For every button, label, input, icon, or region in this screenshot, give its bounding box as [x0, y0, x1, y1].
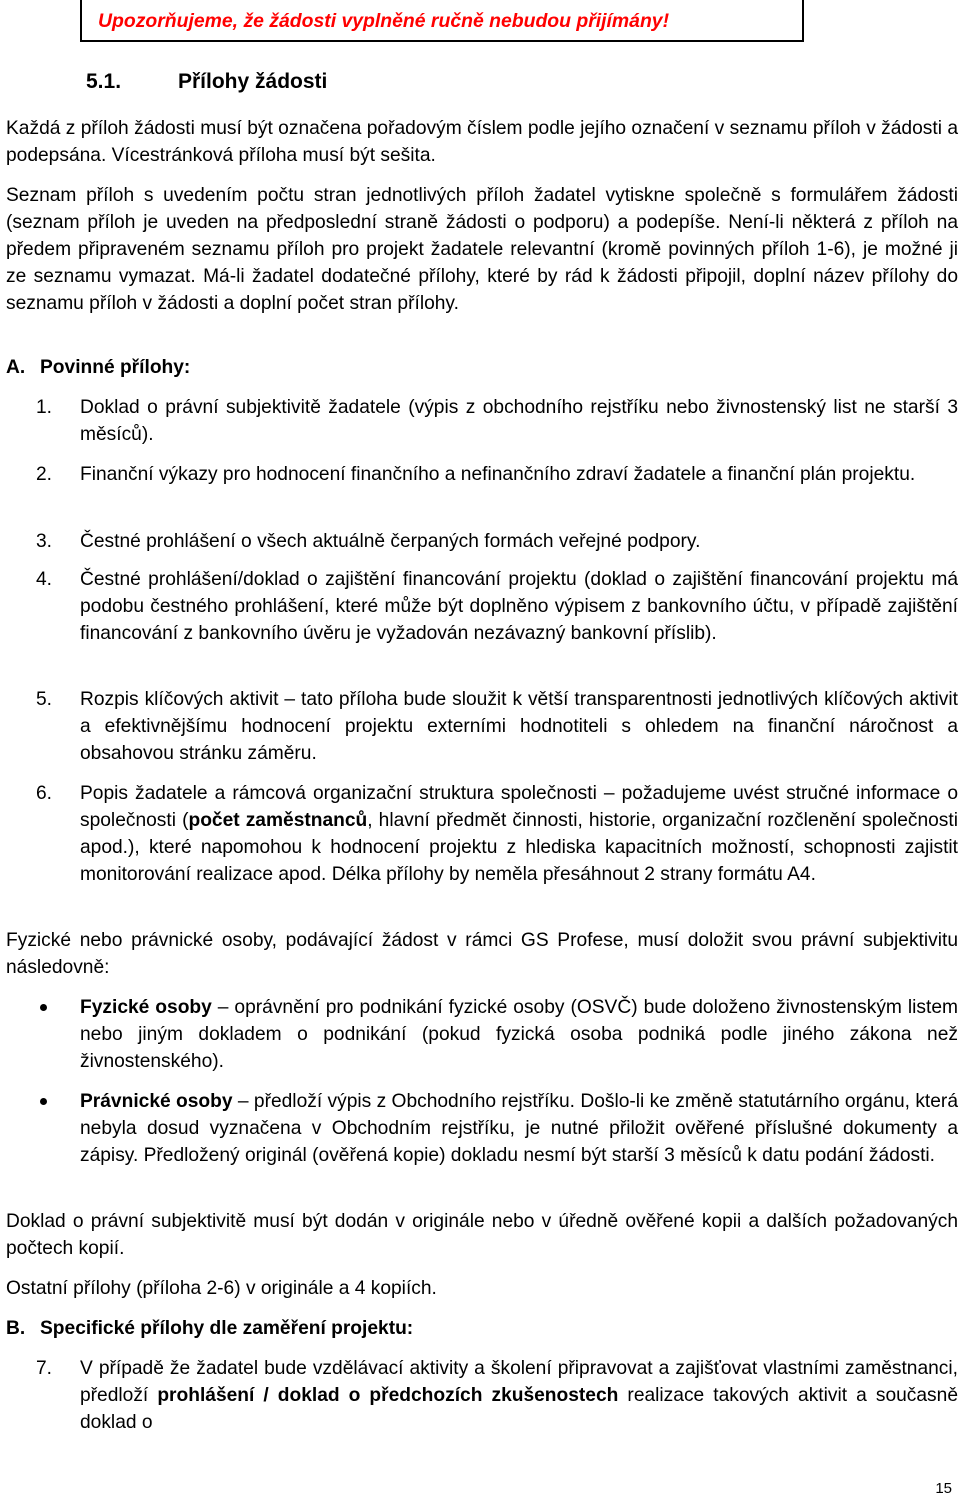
- item-number: 1.: [36, 397, 53, 418]
- item-number: 3.: [36, 531, 53, 552]
- bullet-icon: [40, 1098, 47, 1105]
- item-text: Rozpis klíčových aktivit – tato příloha bude sloužit k větší transparentnosti jednotlivých klíčových aktivit a efektivnějšímu hodnocení projektu externími hodnotiteli s ohledem na finanční náročnost a obsahovou stránku záměru.: [80, 689, 958, 764]
- employee-count-emphasis: počet zaměstnanců: [188, 810, 368, 831]
- bullet-natural-persons: [6, 994, 958, 1075]
- item-number: 2.: [36, 464, 53, 485]
- item-text: [80, 1355, 958, 1436]
- bullet-term: Fyzické osoby: [80, 997, 212, 1018]
- specific-title: Specifické přílohy dle zaměření projektu:: [40, 1318, 414, 1339]
- text-segment: realizace takových aktivit a současně doklad o: [80, 1385, 958, 1433]
- warning-text: Upozorňujeme, že žádosti vyplněné ručně nebudou přijímány!: [98, 10, 670, 32]
- item-text: [80, 780, 958, 888]
- bullet-icon: [40, 1004, 47, 1011]
- warning-box: [80, 0, 804, 42]
- item-text: Čestné prohlášení o všech aktuálně čerpaných formách veřejné podpory.: [80, 531, 701, 552]
- bullet-description: – oprávnění pro podnikání fyzické osoby (OSVČ) bude doloženo živnostenským listem nebo jiným dokladem o podnikání (pokud fyzická osoba podniká podle jiného zákona než živnostenského).: [80, 997, 958, 1072]
- bullet-text: [80, 994, 958, 1075]
- section-title: Přílohy žádosti: [178, 70, 328, 93]
- legal-subjectivity-intro: Fyzické nebo právnické osoby, podávající žádost v rámci GS Profese, musí doložit svou právní subjektivitu následovně:: [6, 930, 958, 978]
- mandatory-item-1: [6, 394, 958, 448]
- bullet-term: Právnické osoby: [80, 1091, 233, 1112]
- mandatory-item-3: [6, 528, 958, 555]
- item-number: 4.: [36, 569, 53, 590]
- mandatory-item-6: [6, 780, 958, 888]
- mandatory-title: Povinné přílohy:: [40, 357, 191, 378]
- mandatory-item-2: [6, 461, 958, 488]
- bullet-description: – předloží výpis z Obchodního rejstříku. Došlo-li ke změně statutárního orgánu, která nebyla dosud vyznačena v Obchodním rejstříku, je nutné přiložit ověřené příslušné dokumenty a zápisy. Předložený originál (ověřená kopie) dokladu nesmí být starší 3 měsíců k datu podání žádosti.: [80, 1091, 958, 1166]
- item-number: 7.: [36, 1358, 53, 1379]
- item-text: Doklad o právní subjektivitě žadatele (výpis z obchodního rejstříku nebo živnostenský list ne starší 3 měsíců).: [80, 397, 958, 445]
- specific-heading: [6, 1318, 413, 1340]
- mandatory-label: A.: [6, 357, 26, 378]
- page-number: 15: [935, 1480, 952, 1497]
- mandatory-item-4: [6, 566, 958, 647]
- original-document-note: Doklad o právní subjektivitě musí být dodán v originále nebo v úředně ověřené kopii a dalších požadovaných počtech kopií.: [6, 1211, 958, 1259]
- item-text: Čestné prohlášení/doklad o zajištění financování projektu (doklad o zajištění financování projektu má podobu čestného prohlášení, které může být doplněno výpisem z bankovního účtu, v případě zajištění financování z bankovního úvěru je vyžadován nezávazný bankovní příslib).: [80, 569, 958, 644]
- section-heading: [86, 70, 327, 94]
- intro-paragraph-2: Seznam příloh s uvedením počtu stran jednotlivých příloh žadatel vytiskne společně s formulářem žádosti (seznam příloh je uveden na předposlední straně žádosti o podporu) a podepíše. Není-li některá z příloh na předem připraveném seznamu příloh pro projekt žadatele relevantní (kromě povinných příloh 1-6), je možné ji ze seznamu vymazat. Má-li žadatel dodatečné přílohy, které by rád k žádosti připojil, doplní název přílohy do seznamu příloh v žádosti a doplní počet stran přílohy.: [6, 185, 958, 314]
- text-segment: , hlavní předmět činnosti, historie, organizační rozčlenění společnosti apod.), které napomohou k hodnocení projektu z hlediska kapacitních možností, schopnosti zajistit monitorování realizace apod. Délka přílohy by neměla přesáhnout 2 strany formátu A4.: [80, 810, 958, 885]
- text-segment: Popis žadatele a rámcová organizační struktura společnosti – požadujeme uvést stručné informace o společnosti (: [80, 783, 958, 831]
- experience-declaration-emphasis: prohlášení / doklad o předchozích zkušenostech: [157, 1385, 619, 1406]
- other-attachments-note: Ostatní přílohy (příloha 2-6) v originále a 4 kopiích.: [6, 1278, 437, 1299]
- item-number: 6.: [36, 783, 53, 804]
- item-text: Finanční výkazy pro hodnocení finančního a nefinančního zdraví žadatele a finanční plán projektu.: [80, 464, 916, 485]
- bullet-legal-persons: [6, 1088, 958, 1169]
- intro-paragraph-1: Každá z příloh žádosti musí být označena pořadovým číslem podle jejího označení v seznamu příloh v žádosti a podepsána. Vícestránková příloha musí být sešita.: [6, 118, 958, 166]
- specific-item-7: [6, 1355, 958, 1436]
- specific-label: B.: [6, 1318, 26, 1339]
- item-number: 5.: [36, 689, 53, 710]
- bullet-text: [80, 1088, 958, 1169]
- mandatory-heading: [6, 357, 190, 379]
- section-number: 5.1.: [86, 70, 122, 93]
- text-segment: V případě že žadatel bude vzdělávací aktivity a školení připravovat a zajišťovat vlastními zaměstnanci, předloží: [80, 1358, 958, 1406]
- mandatory-item-5: [6, 686, 958, 767]
